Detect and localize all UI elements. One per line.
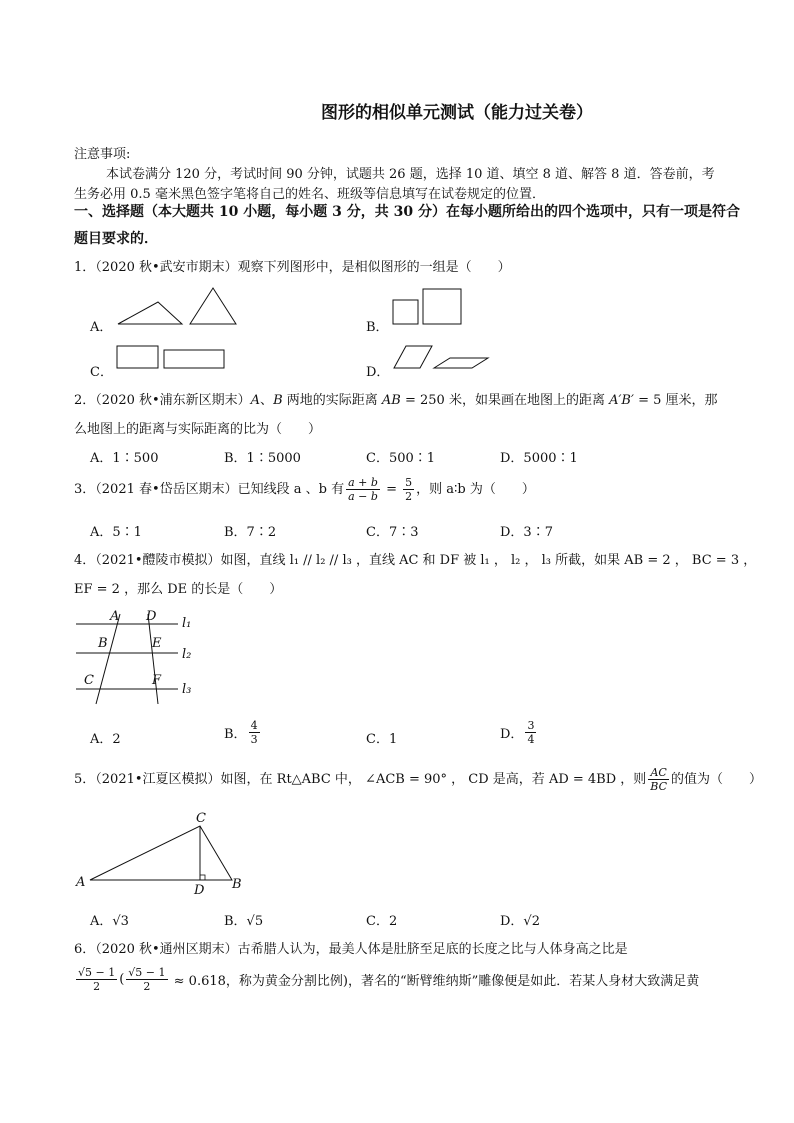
notice-line-2: 生务必用 0.5 毫米黑色签字笔将自己的姓名、班级等信息填写在试卷规定的位置．: [74, 187, 545, 202]
q2-option-a[interactable]: A．1∶500: [90, 451, 159, 466]
q3-stem: [74, 476, 535, 503]
q1-rect-1: [117, 346, 158, 368]
q1-option-c[interactable]: C．: [90, 365, 113, 380]
q3-fraction-2: $\frac{5}{2}$: [405, 476, 413, 503]
q2-stem-e: 两地的实际距离: [282, 393, 382, 408]
q2-ab: AB: [381, 393, 401, 408]
q3-option-c[interactable]: C．7∶3: [366, 525, 419, 540]
q2-option-b[interactable]: B．1∶5000: [224, 451, 301, 466]
q6-paren: (: [119, 972, 125, 987]
q1-option-b[interactable]: B．: [366, 320, 389, 335]
q5-label-a: A: [76, 875, 86, 890]
q4-option-b-fraction: $\frac{4}{3}$: [250, 719, 258, 746]
q5-stem-a: 5．（2021•江夏区模拟）如图，在 Rt△ABC 中， ∠ACB = 90° ， CD 是高，若 AD = 4BD ，则: [74, 772, 647, 787]
q1-triangle-wide: [118, 302, 182, 324]
q5-triangle-abc: [90, 826, 232, 880]
q3-option-a[interactable]: A．5∶1: [90, 525, 142, 540]
q2-stem-i: = 5 厘米，那: [633, 393, 718, 408]
section-heading-line-2: 题目要求的．: [74, 231, 158, 247]
q2-a1b1: A′B′: [609, 393, 634, 408]
q4-label-d: D: [146, 609, 157, 624]
q4-option-a[interactable]: A．2: [90, 732, 121, 747]
q1-rect-2: [164, 350, 224, 368]
q3-equals: =: [381, 482, 402, 497]
q3-option-b[interactable]: B．7∶2: [224, 525, 277, 540]
q4-label-c: C: [84, 673, 94, 688]
q1-triangle-equilateral: [190, 288, 236, 324]
q5-option-c[interactable]: C．2: [366, 914, 398, 929]
q2-stem-c: 、: [260, 393, 274, 408]
q6-stem-line-2: [74, 966, 699, 993]
q1-figure-d: [392, 344, 492, 372]
q3-stem-b: ，则 a∶b 为（ ）: [416, 482, 535, 497]
q1-stem: 1．（2020 秋•武安市期末）观察下列图形中，是相似图形的一组是（ ）: [74, 260, 511, 275]
q1-option-d[interactable]: D．: [366, 365, 390, 380]
q3-option-d[interactable]: D．3∶7: [500, 525, 553, 540]
q4-option-d[interactable]: D． $\frac{3}{4}$: [500, 719, 535, 746]
q2-stem-a: 2．（2020 秋•浦东新区期末）: [74, 393, 251, 408]
q6-fraction-1: $\frac{√5 - 1}{2}$: [78, 966, 116, 993]
q4-figure: [74, 608, 204, 708]
q4-label-a: A: [110, 609, 120, 624]
q6-fraction-2: $\frac{√5 - 1}{2}$: [128, 966, 166, 993]
q2-point-b: B: [273, 393, 283, 408]
q5-option-b[interactable]: B．√5: [224, 914, 264, 929]
q4-label-f: F: [152, 673, 162, 688]
q3-fraction-1: $\frac{a + b}{a - b}$: [348, 476, 378, 503]
q1-parallelogram-1: [394, 346, 432, 368]
q2-stem-line-2: 么地图上的距离与实际距离的比为（ ）: [74, 422, 322, 437]
q5-stem: [74, 766, 762, 793]
notice-line-1: 本试卷满分 120 分，考试时间 90 分钟，试题共 26 题，选择 10 道、填空 8 道、解答 8 道．答卷前，考: [106, 167, 715, 182]
q4-option-c[interactable]: C．1: [366, 732, 398, 747]
q5-option-d[interactable]: D．√2: [500, 914, 540, 929]
q5-label-c: C: [196, 811, 206, 826]
q5-right-angle-mark: [200, 875, 205, 880]
q2-point-a: A: [250, 393, 261, 408]
q4-option-b[interactable]: B． $\frac{4}{3}$: [224, 719, 258, 746]
q1-square-small: [393, 300, 418, 324]
q4-label-l2: l₂: [182, 647, 192, 662]
q4-label-l1: l₁: [182, 616, 192, 631]
q4-line-df: [148, 614, 158, 704]
q5-option-a[interactable]: A．√3: [90, 914, 129, 929]
q4-label-b: B: [98, 636, 108, 651]
q1-square-large: [423, 289, 461, 324]
q4-stem-line-1: 4．（2021•醴陵市模拟）如图，直线 l₁ // l₂ // l₃ ，直线 AC 和 DF 被 l₁ ， l₂ ， l₃ 所截，如果 AB = 2 ， BC = 3 ，: [74, 553, 757, 568]
q6-stem-line-1: 6．（2020 秋•通州区期末）古希腊人认为，最美人体是肚脐至足底的长度之比与人体身高之比是: [74, 942, 628, 957]
q5-stem-b: 的值为（ ）: [671, 772, 763, 787]
q2-stem-line-1: [74, 389, 718, 408]
q6-stem-b: ≈ 0.618，称为黄金分割比例)，著名的“断臂维纳斯”雕像便是如此．若某人身材大致满足黄: [169, 974, 700, 989]
q4-option-d-fraction: $\frac{3}{4}$: [527, 719, 535, 746]
page-title: 图形的相似单元测试（能力过关卷）: [321, 103, 593, 123]
notice-heading: 注意事项:: [74, 147, 131, 162]
q4-stem-line-2: EF = 2 ，那么 DE 的长是（ ）: [74, 582, 283, 597]
q3-stem-a: 3．（2021 春•岱岳区期末）已知线段 a 、b 有: [74, 482, 345, 497]
q4-label-e: E: [152, 636, 162, 651]
q4-label-l3: l₃: [182, 682, 192, 697]
q5-label-d: D: [194, 883, 205, 898]
q1-figure-a: [116, 286, 246, 328]
q1-option-a[interactable]: A．: [90, 320, 113, 335]
q2-option-d[interactable]: D．5000∶1: [500, 451, 578, 466]
q5-fraction: $\frac{AC}{BC}$: [650, 766, 668, 793]
q1-parallelogram-2: [434, 358, 488, 368]
q1-figure-c: [116, 345, 228, 371]
q5-label-b: B: [232, 877, 242, 892]
q4-line-ac: [96, 614, 120, 704]
q2-option-c[interactable]: C．500∶1: [366, 451, 436, 466]
q1-figure-b: [392, 288, 466, 328]
q5-figure: [74, 810, 254, 898]
section-heading-line-1: 一、选择题（本大题共 10 小题，每小题 3 分，共 30 分）在每小题所给出的四个选项中，只有一项是符合: [74, 204, 740, 220]
q2-stem-g: = 250 米，如果画在地图上的距离: [400, 393, 610, 408]
